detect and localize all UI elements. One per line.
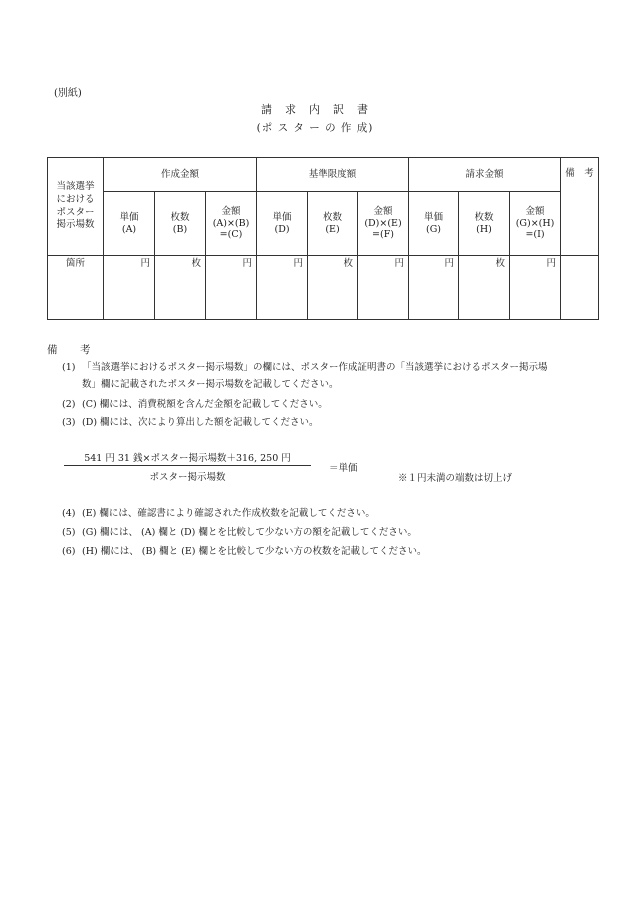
cell-unit-5: 枚 — [308, 256, 358, 320]
notes-heading: 備 考 — [47, 344, 97, 356]
annex-label: (別紙) — [54, 88, 82, 99]
column-header-9: 金額 (G)×(H) =(I) — [510, 192, 561, 256]
group-claim-amount: 請求金額 — [409, 158, 561, 192]
column-header-6: 金額 (D)×(E) =(F) — [358, 192, 409, 256]
cell-unit-1: 円 — [104, 256, 155, 320]
header-remarks: 備 考 — [561, 158, 599, 256]
formula-numerator: 541 円 31 銭×ポスター掲示場数＋316, 250 円 — [84, 453, 291, 464]
column-header-4: 単価 (D) — [257, 192, 308, 256]
document-subtitle: (ポ ス タ ー の 作 成) — [256, 122, 374, 134]
header-posting-locations: 当該選挙におけるポスター掲示場数 — [48, 158, 104, 256]
cell-unit-3: 円 — [206, 256, 257, 320]
rounding-note: ※１円未満の端数は切上げ — [398, 473, 513, 484]
column-header-7: 単価 (G) — [409, 192, 459, 256]
column-header-2: 枚数 (B) — [155, 192, 206, 256]
group-production-amount: 作成金額 — [104, 158, 257, 192]
note-2: (2) (C) 欄には、消費税額を含んだ金額を記載してください。 — [62, 399, 328, 410]
note-5: (5) (G) 欄には、 (A) 欄と (D) 欄とを比較して少ない方の額を記載してください。 — [62, 527, 417, 538]
cell-unit-7: 円 — [409, 256, 459, 320]
column-header-5: 枚数 (E) — [308, 192, 358, 256]
cell-unit-6: 円 — [358, 256, 409, 320]
note-3: (3) (D) 欄には、次により算出した額を記載してください。 — [62, 417, 319, 428]
cell-unit-4: 円 — [257, 256, 308, 320]
group-standard-limit: 基準限度額 — [257, 158, 409, 192]
breakdown-table — [47, 157, 599, 320]
formula-fraction-bar — [64, 465, 311, 466]
column-header-3: 金額 (A)×(B) =(C) — [206, 192, 257, 256]
cell-unit-8: 枚 — [459, 256, 510, 320]
formula-result: ＝単価 — [329, 463, 358, 474]
note-4: (4) (E) 欄には、確認書により確認された作成枚数を記載してください。 — [62, 508, 375, 519]
note-1: (1) 「当該選挙におけるポスター掲示場数」の欄には、ポスター作成証明書の「当該選挙におけるポスター掲示場 — [62, 362, 548, 373]
document-title: 請 求 内 訳 書 — [261, 103, 369, 116]
column-header-8: 枚数 (H) — [459, 192, 510, 256]
cell-unit-9: 円 — [510, 256, 561, 320]
note-6: (6) (H) 欄には、 (B) 欄と (E) 欄とを比較して少ない方の枚数を記載してください。 — [62, 546, 427, 557]
cell-unit-2: 枚 — [155, 256, 206, 320]
column-header-1: 単価 (A) — [104, 192, 155, 256]
cell-location-unit: 箇所 — [48, 256, 104, 320]
note-1-continuation: 数」欄に記載されたポスター掲示場数を記載してください。 — [82, 379, 339, 390]
cell-remarks — [561, 256, 599, 320]
formula-denominator: ポスター掲示場数 — [149, 472, 226, 483]
